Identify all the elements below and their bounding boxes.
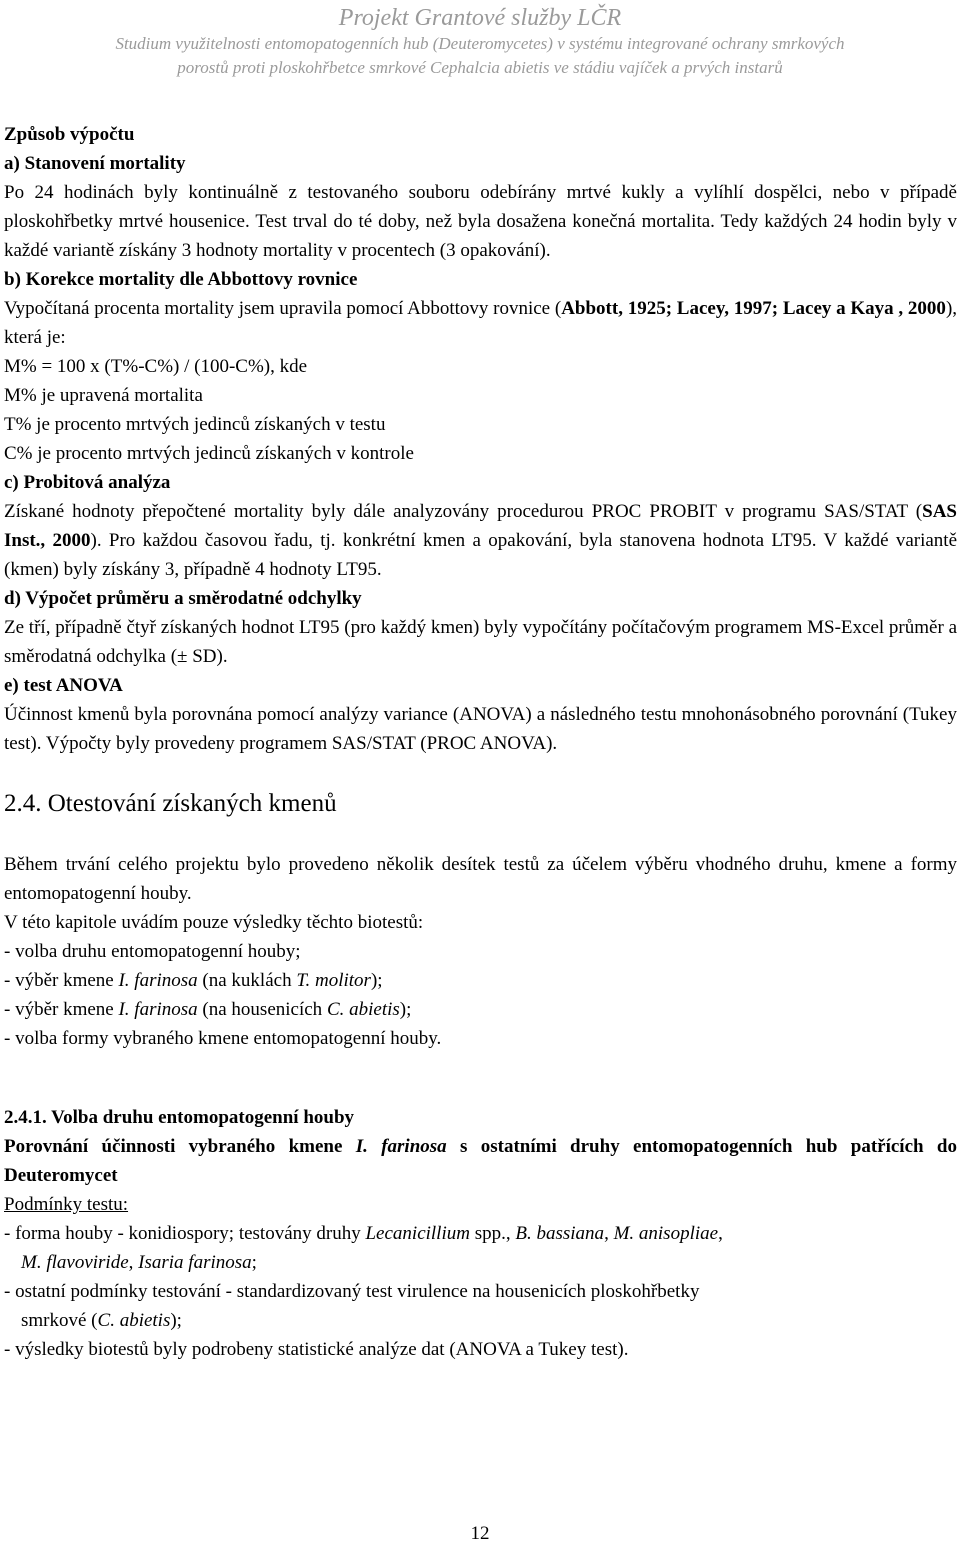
condition-item-continued: smrkové (C. abietis); — [21, 1310, 182, 1331]
citation-abbott: Abbott, 1925; Lacey, 1997; Lacey a Kaya , 2000 — [561, 298, 946, 319]
subsection-subtitle: Porovnání účinnosti vybraného kmene I. farinosa s ostatními druhy entomopatogenních hub patřících do Deuteromycet — [4, 1136, 957, 1186]
definition-t: T% je procento mrtvých jedinců získaných v testu — [4, 414, 386, 435]
method-d-text: Ze tří, případně čtyř získaných hodnot LT95 (pro každý kmen) byly vypočítány počítačovým programem MS-Excel průměr a směrodatná odchylka (± SD). — [4, 617, 957, 667]
header-line-2: porostů proti ploskohřbetce smrkové Cephalcia abietis ve stádiu vajíček a prvých instarů — [177, 58, 783, 77]
condition-item: - forma houby - konidiospory; testovány druhy Lecanicillium spp., B. bassiana, M. anisopliae, — [4, 1223, 723, 1244]
method-title: Způsob výpočtu — [4, 124, 135, 145]
method-e-text: Účinnost kmenů byla porovnána pomocí analýzy variance (ANOVA) a následného testu mnohonásobného porovnání (Tukey test). Výpočty byly provedeny programem SAS/STAT (PROC ANOVA). — [4, 704, 957, 754]
method-d-title: d) Výpočet průměru a směrodatné odchylky — [4, 588, 362, 609]
list-item: - výběr kmene I. farinosa (na housenicích C. abietis); — [4, 999, 412, 1020]
method-b-text: Vypočítaná procenta mortality jsem upravila pomocí Abbottovy rovnice (Abbott, 1925; Lacey, 1997; Lacey a Kaya , 2000), která je: — [4, 298, 958, 348]
header-line-1: Studium využitelnosti entomopatogenních hub (Deuteromycetes) v systému integrované ochrany smrkových — [115, 34, 845, 53]
formula: M% = 100 x (T%-C%) / (100-C%), kde — [4, 356, 308, 377]
conditions-label: Podmínky testu: — [4, 1194, 129, 1215]
method-b-title: b) Korekce mortality dle Abbottovy rovnice — [4, 269, 358, 290]
method-e-title: e) test ANOVA — [4, 675, 123, 696]
list-item: - výběr kmene I. farinosa (na kuklách T. molitor); — [4, 970, 383, 991]
section-intro: Během trvání celého projektu bylo provedeno několik desítek testů za účelem výběru vhodného druhu, kmene a formy entomopatogenní houby. — [4, 854, 957, 904]
method-a-text: Po 24 hodinách byly kontinuálně z testovaného souboru odebírány mrtvé kukly a vylíhlí dospělci, nebo v případě ploskohřbetky mrtvé housenice. Test trval do té doby, než byla dosažena konečná mortalita. Tedy každých 24 hodin byly v každé variantě získány 3 hodnoty mortality v procentech (3 opakování). — [4, 182, 957, 261]
section-title: 2.4. Otestování získaných kmenů — [4, 790, 337, 817]
spacer — [4, 1053, 957, 1103]
section-lead: V této kapitole uvádím pouze výsledky těchto biotestů: — [4, 912, 424, 933]
list-item: - volba formy vybraného kmene entomopatogenní houby. — [4, 1028, 442, 1049]
condition-item-continued: M. flavoviride, Isaria farinosa; — [21, 1252, 257, 1273]
method-c-text: Získané hodnoty přepočtené mortality byly dále analyzovány procedurou PROC PROBIT v programu SAS/STAT (SAS Inst., 2000). Pro každou časovou řadu, tj. konkrétní kmen a opakování, byla stanovena hodnota LT95. V každé variantě (kmen) byly získány 3, případně 4 hodnoty LT95. — [4, 501, 958, 580]
project-title: Projekt Grantové služby LČR — [338, 5, 622, 31]
method-a-title: a) Stanovení mortality — [4, 153, 186, 174]
citation-sas: SAS Inst., 2000 — [4, 501, 957, 551]
page-number: 12 — [470, 1523, 490, 1544]
definition-m: M% je upravená mortalita — [4, 385, 203, 406]
document-body — [4, 120, 957, 1364]
page-header — [0, 4, 960, 80]
method-c-title: c) Probitová analýza — [4, 472, 171, 493]
subsection-title: 2.4.1. Volba druhu entomopatogenní houby — [4, 1107, 355, 1128]
condition-item: - ostatní podmínky testování - standardizovaný test virulence na housenicích ploskohřbetky — [4, 1281, 700, 1302]
definition-c: C% je procento mrtvých jedinců získaných v kontrole — [4, 443, 414, 464]
condition-item: - výsledky biotestů byly podrobeny statistické analýze dat (ANOVA a Tukey test). — [4, 1339, 629, 1360]
list-item: - volba druhu entomopatogenní houby; — [4, 941, 301, 962]
